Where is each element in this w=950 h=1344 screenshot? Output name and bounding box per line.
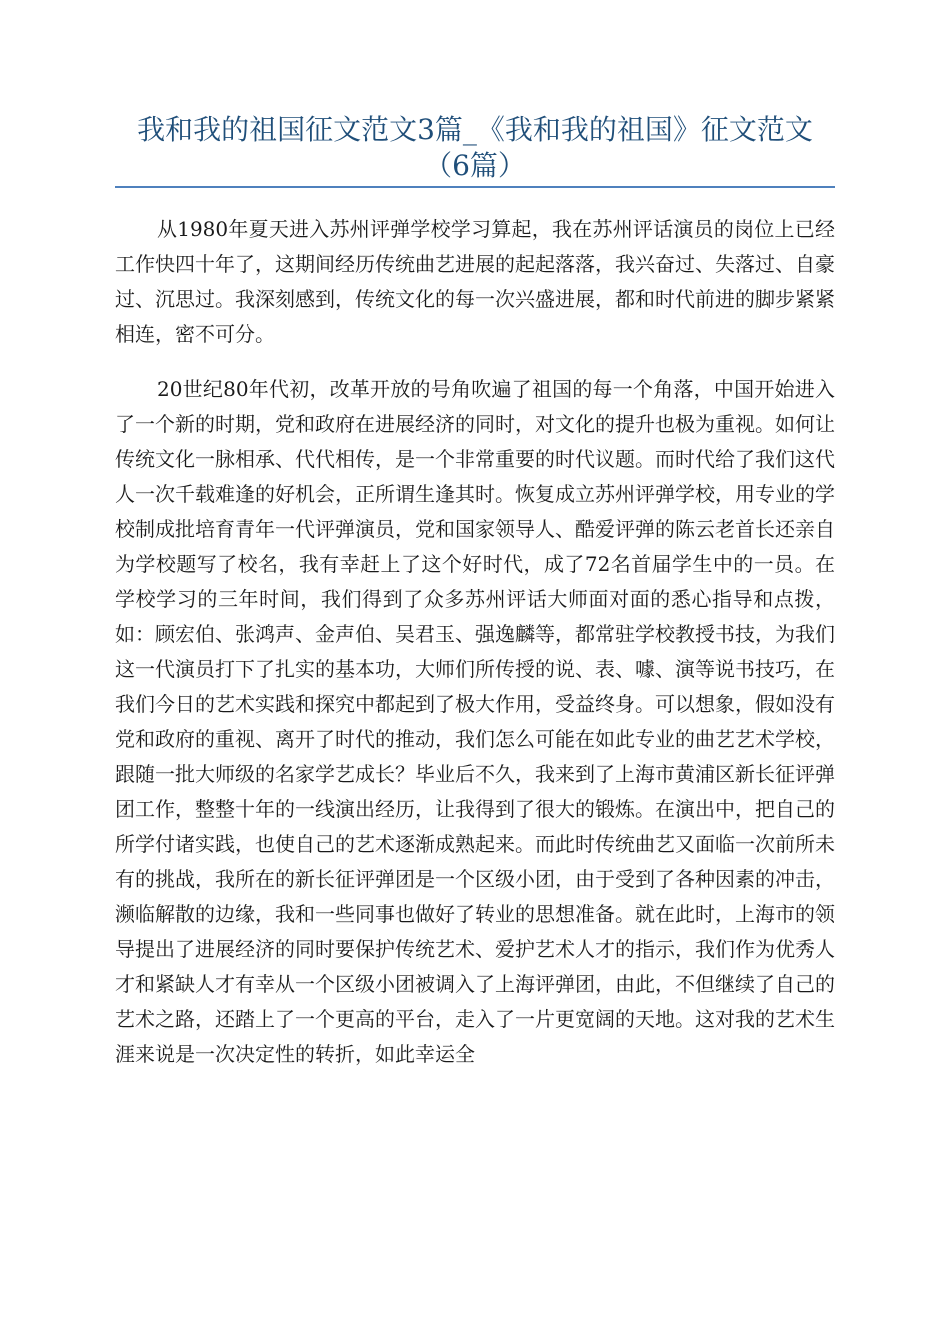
paragraph-2: 20世纪80年代初，改革开放的号角吹遍了祖国的每一个角落，中国开始进入了一个新的时期，党和政府在进展经济的同时，对文化的提升也极为重视。如何让传统文化一脉相承、代代相传，是一个非常重要的时代议题。而时代给了我们这代人一次千载难逢的好机会，正所谓生逢其时。恢复成立苏州评弹学校，用专业的学校制成批培育青年一代评弹演员，党和国家领导人、酷爱评弹的陈云老首长还亲自为学校题写了校名，我有幸赶上了这个好时代，成了72名首届学生中的一员。在学校学习的三年时间，我们得到了众多苏州评话大师面对面的悉心指导和点拨，如：顾宏伯、张鸿声、金声伯、吴君玉、强逸麟等，都常驻学校教授书技，为我们这一代演员打下了扎实的基本功，大师们所传授的说、表、噱、演等说书技巧，在我们今日的艺术实践和探究中都起到了极大作用，受益终身。可以想象，假如没有党和政府的重视、离开了时代的推动，我们怎么可能在如此专业的曲艺艺术学校，跟随一批大师级的名家学艺成长？毕业后不久，我来到了上海市黄浦区新长征评弹团工作，整整十年的一线演出经历，让我得到了很大的锻炼。在演出中，把自己的所学付诸实践，也使自己的艺术逐渐成熟起来。而此时传统曲艺又面临一次前所未有的挑战，我所在的新长征评弹团是一个区级小团，由于受到了各种因素的冲击，濒临解散的边缘，我和一些同事也做好了转业的思想准备。就在此时，上海市的领导提出了进展经济的同时要保护传统艺术、爱护艺术人才的指示，我们作为优秀人才和紧缺人才有幸从一个区级小团被调入了上海评弹团，由此，不但继续了自己的艺术之路，还踏上了一个更高的平台，走入了一片更宽阔的天地。这对我的艺术生涯来说是一次决定性的转折，如此幸运全	[115, 377, 835, 1066]
title-underline-divider	[115, 186, 835, 188]
title-line-2: （6篇）	[424, 149, 526, 182]
paragraph-1: 从1980年夏天进入苏州评弹学校学习算起，我在苏州评话演员的岗位上已经工作快四十年了，这期间经历传统曲艺进展的起起落落，我兴奋过、失落过、自豪过、沉思过。我深刻感到，传统文化的每一次兴盛进展，都和时代前进的脚步紧紧相连，密不可分。	[115, 217, 835, 346]
document-body	[115, 212, 835, 1092]
document-title	[115, 112, 835, 184]
title-line-1: 我和我的祖国征文范文3篇_《我和我的祖国》征文范文	[137, 113, 813, 146]
